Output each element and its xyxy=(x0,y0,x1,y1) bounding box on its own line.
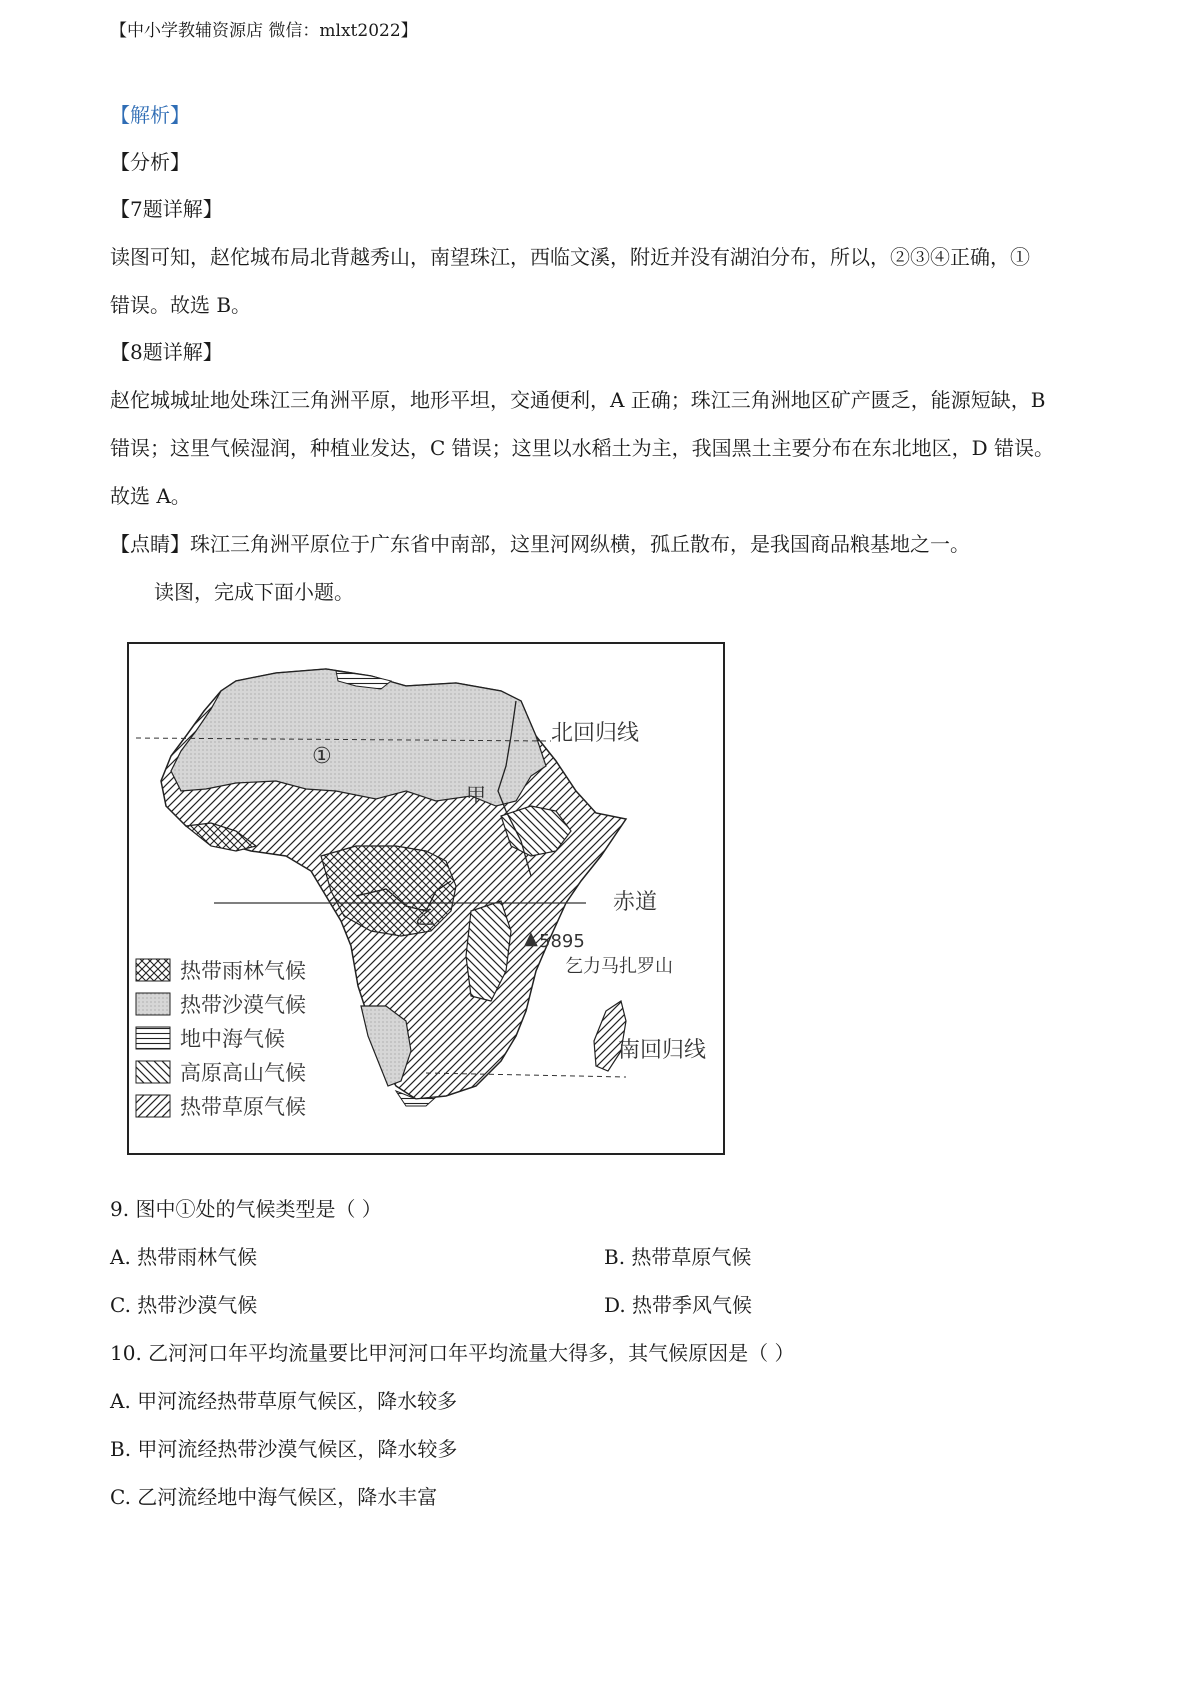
yi-label: 乙 xyxy=(415,905,435,929)
q7-detail-line-2: 错误。故选 B。 xyxy=(110,293,252,317)
elevation-label: 5895 xyxy=(539,931,585,952)
analysis-title: 【解析】 xyxy=(110,103,190,127)
dianjing-note: 【点睛】珠江三角洲平原位于广东省中南部，这里河网纵横，孤丘散布，是我国商品粮基地之一。 xyxy=(110,532,970,556)
q8-detail-line-3: 故选 A。 xyxy=(110,484,191,508)
q9-option-a[interactable]: A. 热带雨林气候 xyxy=(110,1245,258,1269)
q10-option-c[interactable]: C. 乙河流经地中海气候区，降水丰富 xyxy=(110,1485,438,1509)
legend-label-rainforest: 热带雨林气候 xyxy=(180,959,306,983)
legend-swatch-crosshatch xyxy=(136,959,170,981)
q7-detail-line-1: 读图可知，赵佗城布局北背越秀山，南望珠江，西临文溪，附近并没有湖泊分布，所以，②③④正确，① xyxy=(110,245,1030,269)
q10-option-b[interactable]: B. 甲河流经热带沙漠气候区，降水较多 xyxy=(110,1437,458,1461)
legend-label-highland: 高原高山气候 xyxy=(180,1061,306,1085)
tropic-of-cancer-label: 北回归线 xyxy=(551,721,640,746)
q8-detail-line-1: 赵佗城城址地处珠江三角洲平原，地形平坦，交通便利，A 正确；珠江三角洲地区矿产匮乏，能源短缺，B xyxy=(110,388,1046,412)
legend-label-desert: 热带沙漠气候 xyxy=(180,993,306,1017)
legend-label-savanna: 热带草原气候 xyxy=(180,1095,306,1119)
q8-detail-line-2: 错误；这里气候湿润，种植业发达，C 错误；这里以水稻土为主，我国黑土主要分布在东北地区，D 错误。 xyxy=(110,436,1055,460)
q9-option-c[interactable]: C. 热带沙漠气候 xyxy=(110,1293,258,1317)
q7-detail-title: 【7题详解】 xyxy=(110,197,223,221)
tropic-of-capricorn-label: 南回归线 xyxy=(618,1038,707,1063)
q10-stem: 10. 乙河河口年平均流量要比甲河河口年平均流量大得多，其气候原因是（ ） xyxy=(110,1341,795,1365)
legend-label-mediterranean: 地中海气候 xyxy=(180,1027,285,1051)
legend-swatch-horizontal xyxy=(136,1027,170,1049)
q9-stem: 9. 图中①处的气候类型是（ ） xyxy=(110,1197,382,1221)
analysis-fenxi: 【分析】 xyxy=(110,150,190,174)
header-watermark: 【中小学教辅资源店 微信：mlxt2022】 xyxy=(110,21,418,41)
question-intro: 读图，完成下面小题。 xyxy=(154,580,354,604)
mountain-peak-icon: ▲ xyxy=(524,928,538,949)
q8-detail-title: 【8题详解】 xyxy=(110,340,223,364)
q9-option-d[interactable]: D. 热带季风气候 xyxy=(604,1293,753,1317)
kilimanjaro-label: 乞力马扎罗山 xyxy=(565,956,673,977)
legend-swatch-dots xyxy=(136,993,170,1015)
equator-label: 赤道 xyxy=(613,890,658,915)
africa-climate-map xyxy=(126,641,726,1156)
legend-swatch-backslash xyxy=(136,1061,170,1083)
q9-option-b[interactable]: B. 热带草原气候 xyxy=(604,1245,752,1269)
q10-option-a[interactable]: A. 甲河流经热带草原气候区，降水较多 xyxy=(110,1389,458,1413)
jia-label: 甲 xyxy=(466,783,486,807)
legend-swatch-slash xyxy=(136,1095,170,1117)
marker-1-label: ① xyxy=(312,744,332,769)
